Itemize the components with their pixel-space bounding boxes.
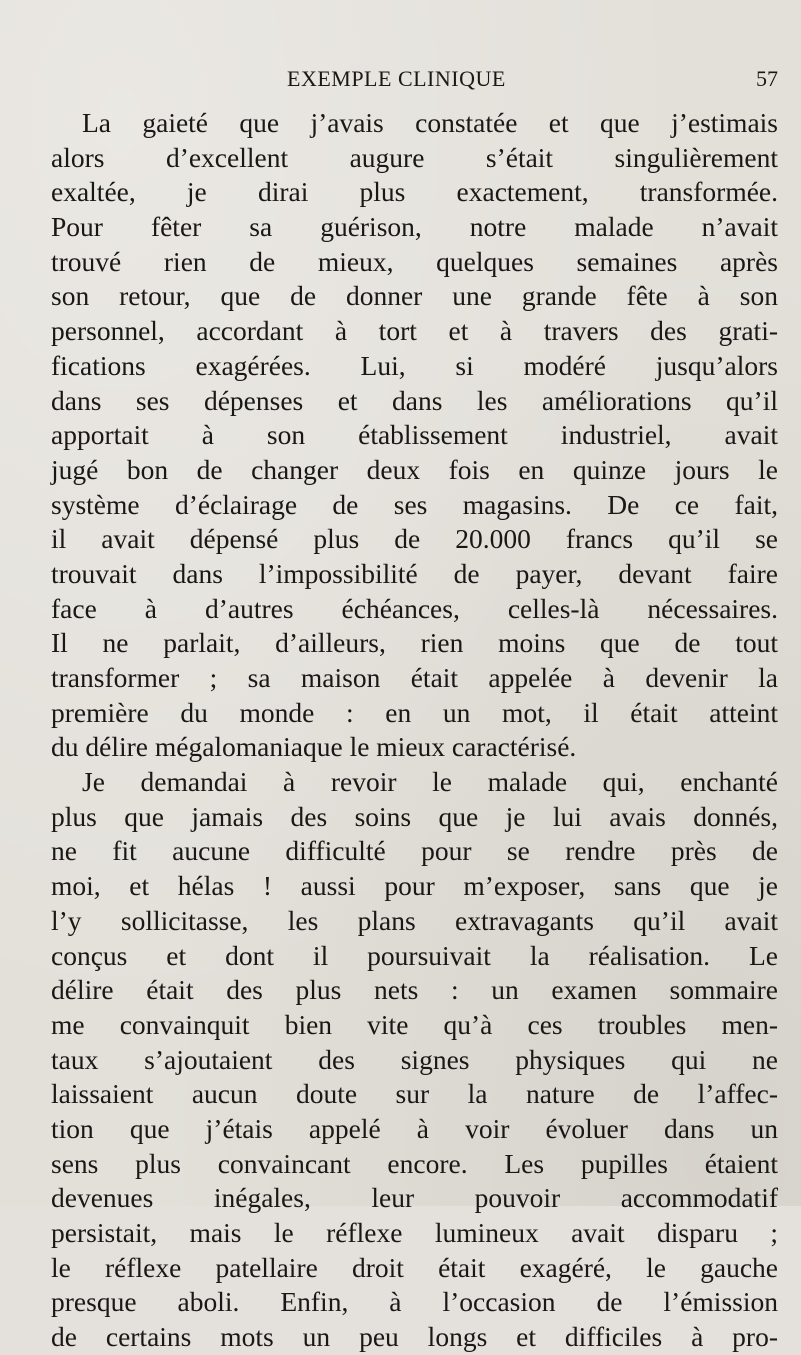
text-line: du délire mégalomaniaque le mieux caractérisé. — [51, 731, 577, 763]
text-line: première du monde : en un mot, il était atteint — [51, 696, 778, 728]
text-line: Pour fêter sa guérison, notre malade n’avait — [51, 211, 778, 243]
text-line: conçus et dont il poursuivait la réalisation. Le — [51, 939, 778, 971]
page-header — [0, 66, 801, 96]
text-line: fications exagérées. Lui, si modéré jusqu’alors — [51, 349, 778, 381]
text-line: devenues inégales, leur pouvoir accommodatif — [51, 1182, 778, 1214]
text-line: système d’éclairage de ses magasins. De ce fait, — [51, 488, 778, 520]
text-line: Il ne parlait, d’ailleurs, rien moins que de tout — [51, 627, 778, 659]
text-line: alors d’excellent augure s’était singulièrement — [51, 141, 778, 173]
text-line: son retour, que de donner une grande fête à son — [51, 280, 778, 312]
text-line: exaltée, je dirai plus exactement, transformée. — [51, 176, 778, 208]
text-line: l’y sollicitasse, les plans extravagants qu’il avait — [51, 904, 778, 936]
text-line: de certains mots un peu longs et difficiles à pro- — [51, 1321, 778, 1353]
text-line: le réflexe patellaire droit était exagéré, le gauche — [51, 1251, 778, 1283]
text-line: La gaieté que j’avais constatée et que j’estimais — [82, 107, 778, 138]
text-line: tion que j’étais appelé à voir évoluer dans un — [51, 1112, 778, 1144]
text-line: apportait à son établissement industriel, avait — [51, 419, 778, 451]
text-line: moi, et hélas ! aussi pour m’exposer, sans que je — [51, 870, 778, 902]
page-number: 57 — [756, 66, 778, 91]
text-line: dans ses dépenses et dans les améliorations qu’il — [51, 384, 778, 416]
running-title: EXEMPLE CLINIQUE — [287, 66, 506, 91]
body-text — [51, 106, 778, 1355]
text-line: presque aboli. Enfin, à l’occasion de l’émission — [51, 1286, 778, 1318]
text-line: trouvé rien de mieux, quelques semaines après — [51, 245, 778, 277]
text-line: transformer ; sa maison était appelée à devenir la — [51, 662, 778, 693]
text-line: taux s’ajoutaient des signes physiques qui ne — [51, 1043, 778, 1075]
text-line: délire était des plus nets : un examen sommaire — [51, 974, 778, 1006]
text-line: jugé bon de changer deux fois en quinze jours le — [51, 453, 778, 485]
text-line: il avait dépensé plus de 20.000 francs qu’il se — [51, 523, 778, 555]
text-line: ne fit aucune difficulté pour se rendre près de — [51, 835, 778, 867]
text-line: face à d’autres échéances, celles-là nécessaires. — [51, 592, 778, 624]
text-line: laissaient aucun doute sur la nature de l’affec- — [51, 1078, 778, 1110]
text-line: trouvait dans l’impossibilité de payer, devant faire — [51, 557, 778, 589]
text-line: personnel, accordant à tort et à travers des grati- — [51, 315, 778, 347]
text-line: persistait, mais le réflexe lumineux avait disparu ; — [51, 1217, 778, 1248]
text-line: Je demandai à revoir le malade qui, enchanté — [82, 766, 778, 798]
text-line: me convainquit bien vite qu’à ces troubles men- — [51, 1008, 778, 1040]
text-line: plus que jamais des soins que je lui avais donnés, — [51, 800, 778, 832]
text-line: sens plus convaincant encore. Les pupilles étaient — [51, 1147, 778, 1179]
